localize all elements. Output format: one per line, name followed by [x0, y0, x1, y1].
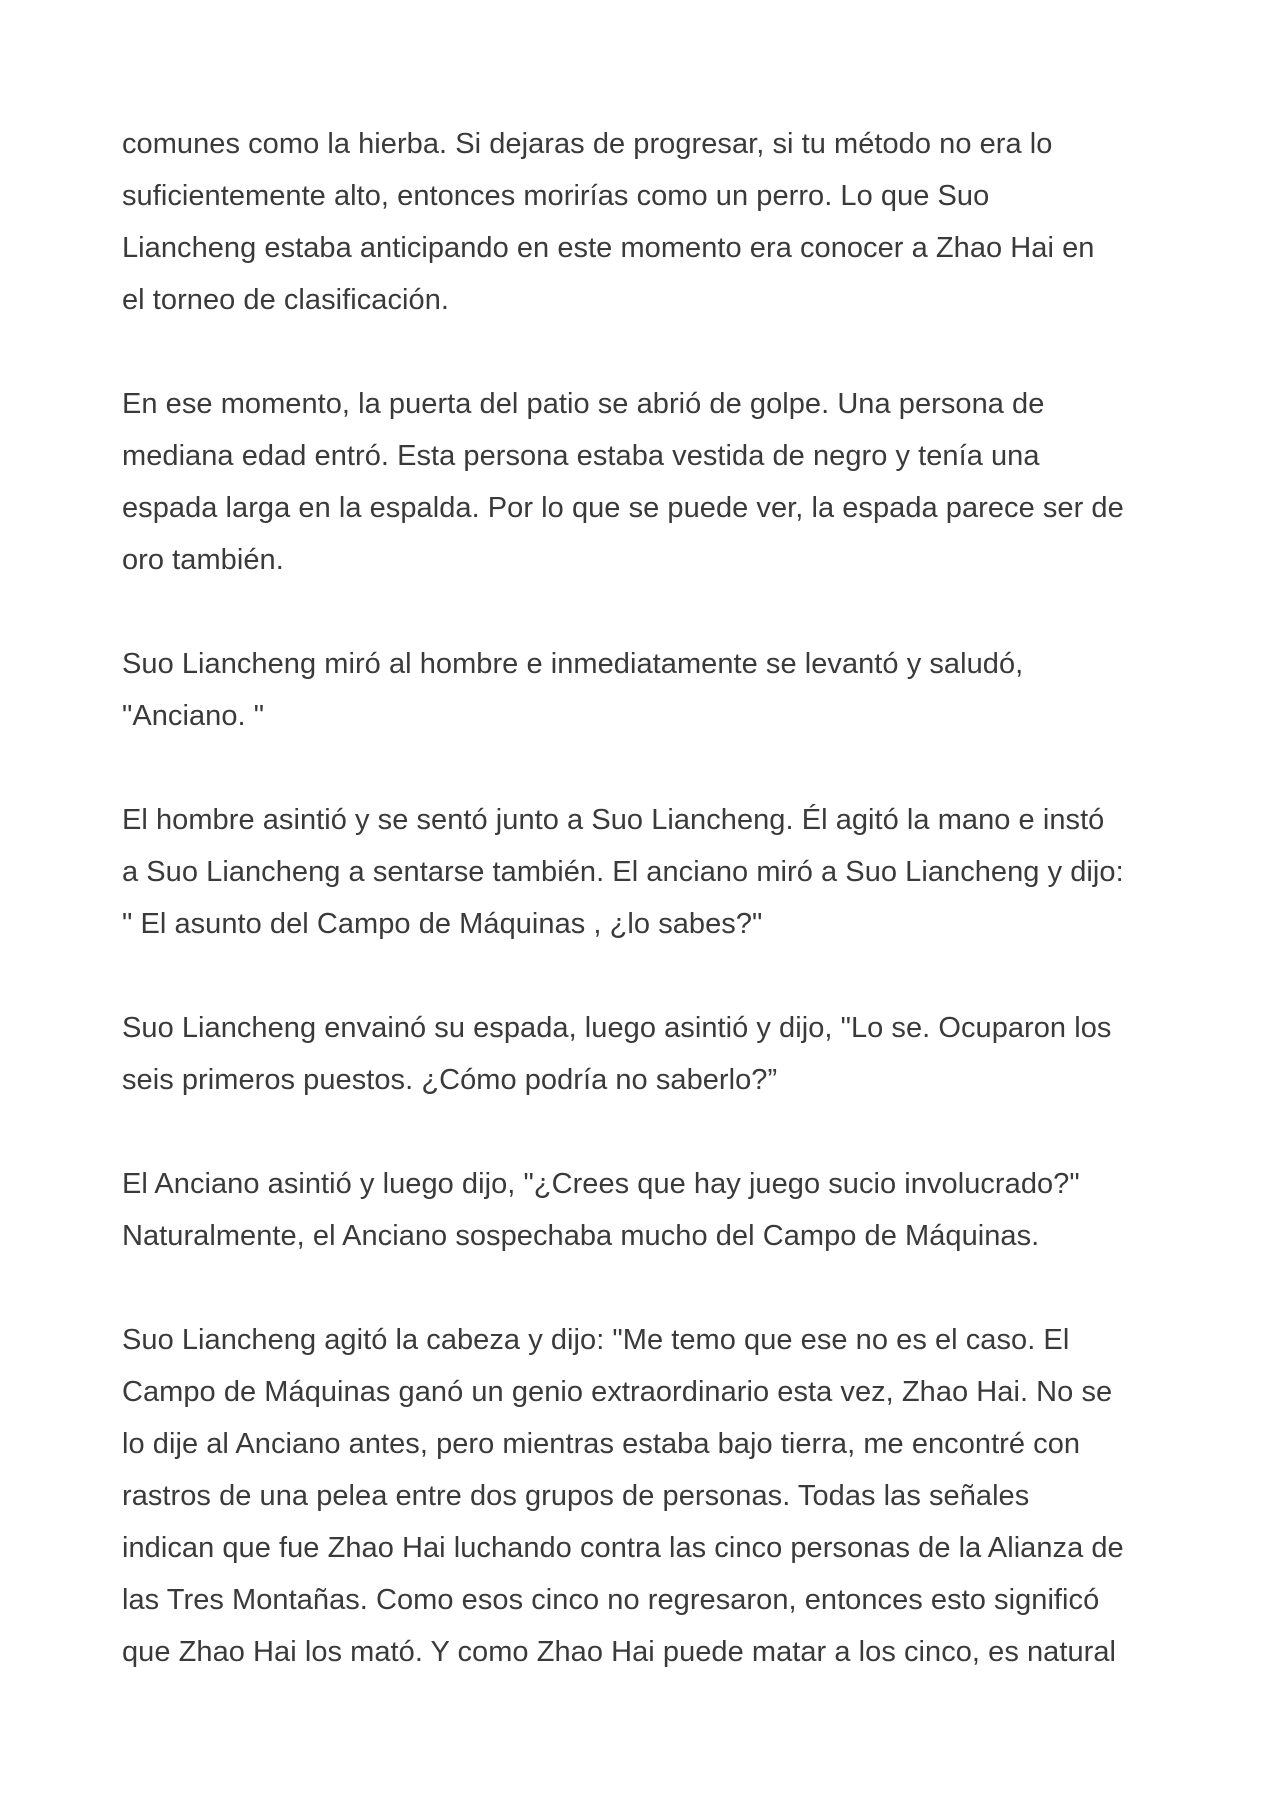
text-line: Suo Liancheng miró al hombre e inmediatamente se levantó y saludó,: [122, 648, 1024, 680]
paragraph-5: [122, 1002, 1182, 1106]
text-line: Suo Liancheng envainó su espada, luego asintió y dijo, "Lo se. Ocuparon los: [122, 1012, 1112, 1044]
text-line: Campo de Máquinas ganó un genio extraordinario esta vez, Zhao Hai. No se: [122, 1376, 1113, 1408]
text-line: En ese momento, la puerta del patio se abrió de golpe. Una persona de: [122, 388, 1045, 420]
document-page: [122, 118, 1182, 1730]
text-line: comunes como la hierba. Si dejaras de progresar, si tu método no era lo: [122, 128, 1053, 160]
paragraph-4: [122, 794, 1182, 950]
text-line: El Anciano asintió y luego dijo, "¿Crees que hay juego sucio involucrado?": [122, 1168, 1080, 1200]
paragraph-3: [122, 638, 1182, 742]
text-line: suficientemente alto, entonces morirías como un perro. Lo que Suo: [122, 180, 990, 212]
text-line: oro también.: [122, 544, 284, 576]
paragraph-1: [122, 118, 1182, 326]
text-line: el torneo de clasificación.: [122, 284, 449, 316]
text-line: Liancheng estaba anticipando en este momento era conocer a Zhao Hai en: [122, 232, 1095, 264]
text-line: las Tres Montañas. Como esos cinco no regresaron, entonces esto significó: [122, 1584, 1100, 1616]
text-line: Naturalmente, el Anciano sospechaba mucho del Campo de Máquinas.: [122, 1220, 1040, 1252]
text-line: lo dije al Anciano antes, pero mientras estaba bajo tierra, me encontré con: [122, 1428, 1081, 1460]
text-line: rastros de una pelea entre dos grupos de personas. Todas las señales: [122, 1480, 1030, 1512]
text-line: seis primeros puestos. ¿Cómo podría no saberlo?”: [122, 1064, 778, 1096]
paragraph-2: [122, 378, 1182, 586]
text-line: " El asunto del Campo de Máquinas , ¿lo sabes?": [122, 908, 763, 940]
text-line: "Anciano. ": [122, 700, 265, 732]
text-line: indican que fue Zhao Hai luchando contra las cinco personas de la Alianza de: [122, 1532, 1124, 1564]
text-line: espada larga en la espalda. Por lo que se puede ver, la espada parece ser de: [122, 492, 1124, 524]
paragraph-7: [122, 1314, 1182, 1678]
text-line: mediana edad entró. Esta persona estaba vestida de negro y tenía una: [122, 440, 1040, 472]
text-line: a Suo Liancheng a sentarse también. El anciano miró a Suo Liancheng y dijo:: [122, 856, 1124, 888]
text-line: que Zhao Hai los mató. Y como Zhao Hai puede matar a los cinco, es natural: [122, 1636, 1117, 1668]
paragraph-6: [122, 1158, 1182, 1262]
text-line: Suo Liancheng agitó la cabeza y dijo: "Me temo que ese no es el caso. El: [122, 1324, 1070, 1356]
text-line: El hombre asintió y se sentó junto a Suo Liancheng. Él agitó la mano e instó: [122, 804, 1105, 836]
